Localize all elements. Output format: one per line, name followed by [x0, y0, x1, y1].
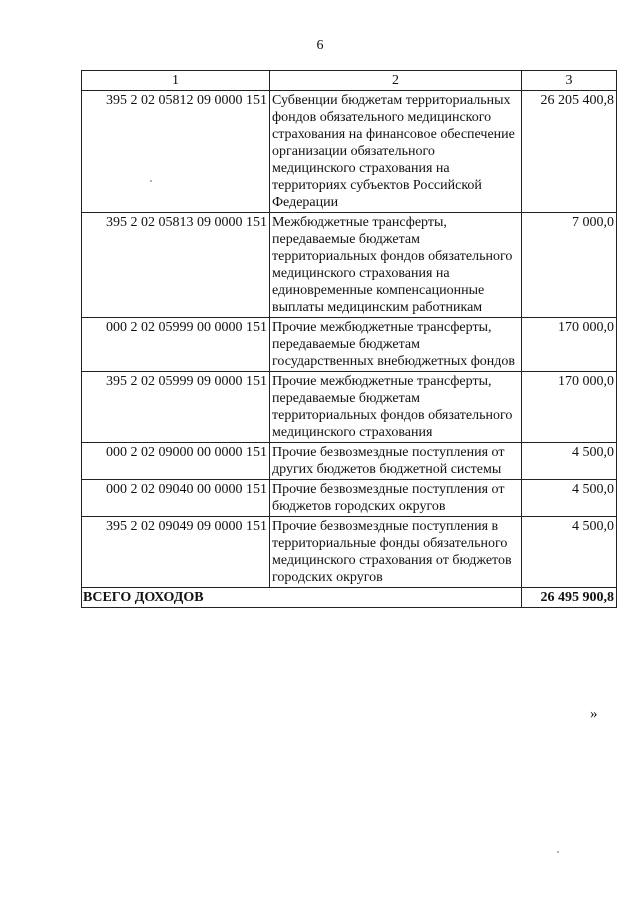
row-code: 395 2 02 05813 09 0000 151	[82, 213, 270, 318]
table-row	[82, 372, 617, 443]
table-row	[82, 517, 617, 588]
row-amount: 4 500,0	[522, 517, 617, 588]
total-row	[82, 588, 617, 608]
scan-speck	[150, 180, 152, 182]
row-code: 395 2 02 05812 09 0000 151	[82, 91, 270, 213]
row-name: Прочие безвозмездные поступления от других бюджетов бюджетной системы	[270, 443, 522, 480]
row-amount: 26 205 400,8	[522, 91, 617, 213]
table-header-row	[82, 71, 617, 91]
table-row	[82, 318, 617, 372]
row-code: 000 2 02 09040 00 0000 151	[82, 480, 270, 517]
row-name: Межбюджетные трансферты, передаваемые бюджетам территориальных фондов обязательного медицинского страхования на единовременные компенсационные выплаты медицинским работникам	[270, 213, 522, 318]
column-header-name: 2	[270, 71, 522, 91]
column-header-amount: 3	[522, 71, 617, 91]
row-code: 395 2 02 05999 09 0000 151	[82, 372, 270, 443]
table-row	[82, 91, 617, 213]
column-header-code: 1	[82, 71, 270, 91]
row-name: Прочие безвозмездные поступления от бюджетов городских округов	[270, 480, 522, 517]
row-amount: 170 000,0	[522, 372, 617, 443]
row-code: 395 2 02 09049 09 0000 151	[82, 517, 270, 588]
row-amount: 4 500,0	[522, 443, 617, 480]
row-amount: 4 500,0	[522, 480, 617, 517]
table-row	[82, 213, 617, 318]
row-name: Прочие межбюджетные трансферты, передаваемые бюджетам государственных внебюджетных фондов	[270, 318, 522, 372]
table-row	[82, 480, 617, 517]
row-name: Прочие безвозмездные поступления в территориальные фонды обязательного медицинского страхования от бюджетов городских округов	[270, 517, 522, 588]
scan-speck	[557, 851, 559, 853]
revenue-table	[81, 70, 617, 608]
row-name: Прочие межбюджетные трансферты, передаваемые бюджетам территориальных фондов обязательного медицинского страхования	[270, 372, 522, 443]
total-label: ВСЕГО ДОХОДОВ	[82, 588, 522, 608]
row-code: 000 2 02 09000 00 0000 151	[82, 443, 270, 480]
row-code: 000 2 02 05999 00 0000 151	[82, 318, 270, 372]
table-row	[82, 443, 617, 480]
row-amount: 170 000,0	[522, 318, 617, 372]
page-number: 6	[316, 38, 324, 53]
row-amount: 7 000,0	[522, 213, 617, 318]
total-amount: 26 495 900,8	[522, 588, 617, 608]
closing-quote: »	[590, 706, 598, 722]
row-name: Субвенции бюджетам территориальных фондов обязательного медицинского страхования на финансовое обеспечение организации обязательного медицинского страхования на территориях субъектов Российской Федерации	[270, 91, 522, 213]
